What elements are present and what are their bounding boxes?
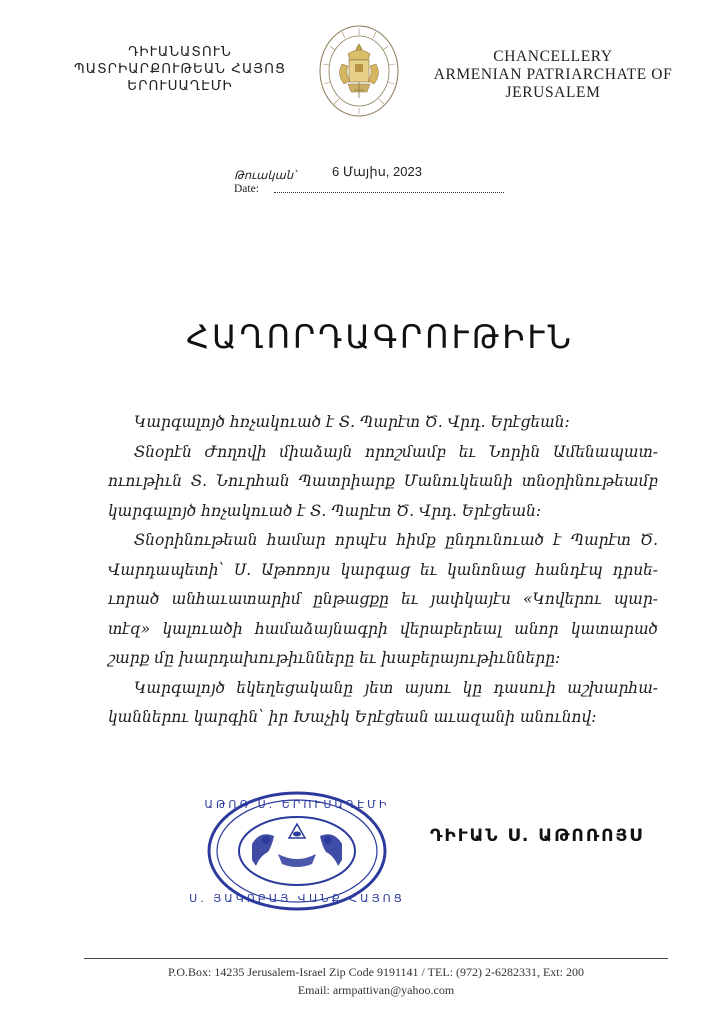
patriarchate-seal-icon [318, 24, 400, 118]
header-armenian-line-3: ԵՐՈՒՍԱՂԷՄԻ [127, 78, 233, 94]
header-english-line-1: CHANCELLERY [493, 48, 613, 65]
date-label-armenian: Թուական՝ [234, 170, 296, 182]
body-line: կաններու կարգին՝ իր Խաչիկ Երէցեան աւազանի անունով: [108, 708, 597, 726]
footer-divider [84, 958, 668, 959]
body-line: ուութիւն Տ. Նուրհան Պատրիարք Մանուկեանի տնօրինութեամբ [108, 472, 658, 490]
header-english-line-2: ARMENIAN PATRIARCHATE OF [433, 66, 673, 83]
body-line: Տնօրինութեան համար որպէս հիմք ընդունուած է Պարէտ Ծ. [134, 531, 658, 549]
footer-address: P.O.Box: 14235 Jerusalem-Israel Zip Code 9191141 / TEL: (972) 2-6282331, Ext: 200 [168, 965, 584, 979]
official-stamp-icon [189, 788, 405, 914]
date-dotted-line [274, 192, 504, 193]
date-block [234, 164, 534, 200]
body-line: շարք մը խարդախութիւնները եւ խաբերայութիւնները: [108, 649, 561, 667]
header-armenian-line-1: ԴԻՒԱՆԱՏՈՒՆ [128, 44, 232, 60]
signature-chancellery: ԴԻՒԱՆ Ս. ԱԹՈՌՈՅՍ [430, 826, 644, 846]
date-label-english: Date: [234, 183, 259, 195]
document-title: ՀԱՂՈՐԴԱԳՐՈՒԹԻՒՆ [186, 318, 574, 356]
footer-email: Email: armpattivan@yahoo.com [297, 983, 455, 997]
body-line: Վարդապետի՝ Ս. Աթոռոյս կարգաց եւ կանոնաց հանդէպ դրսե- [108, 560, 658, 579]
footer [84, 963, 668, 999]
body-line: Կարգալոյծ եկեղեցականը յետ այսու կը դասուի աշխարհա- [134, 678, 658, 697]
svg-text:ԱԹՈՌ Ս. ԵՐՈՒՍԱՂԷՄԻ: ԱԹՈՌ Ս. ԵՐՈՒՍԱՂԷՄԻ [204, 798, 390, 811]
header-armenian [60, 44, 300, 95]
announcement-body [108, 408, 658, 733]
header-armenian-line-2: ՊԱՏՐԻԱՐՔՈՒԹԵԱՆ ՀԱՅՈՑ [73, 61, 287, 77]
header-english [428, 48, 678, 102]
body-line: Տնօրէն Ժողովի միաձայն որոշմամբ եւ Նորին Ամենապատ- [134, 442, 658, 461]
body-line: տէզ» կալուածի համաձայնագրի վերաբերեալ անոր կատարած [108, 619, 658, 638]
body-line: Կարգալոյծ հռչակուած է Տ. Պարէտ Ծ. Վրդ. Երէցեան: [134, 413, 570, 431]
svg-text:Ս. ՅԱԿՈԲԱՅ ՎԱՆՔ ՀԱՅՈՑ: Ս. ՅԱԿՈԲԱՅ ՎԱՆՔ ՀԱՅՈՑ [189, 892, 405, 905]
header-english-line-3: JERUSALEM [505, 84, 601, 101]
body-line: կարգալոյծ հռչակուած է Տ. Պարէտ Ծ. Վրդ. Երէցեան: [108, 501, 542, 520]
body-line: ւորած անհաւատարիմ ընթացքը եւ յափկայէս «Կովերու պար- [108, 590, 658, 608]
date-value: 6 Մայիս, 2023 [332, 164, 422, 179]
